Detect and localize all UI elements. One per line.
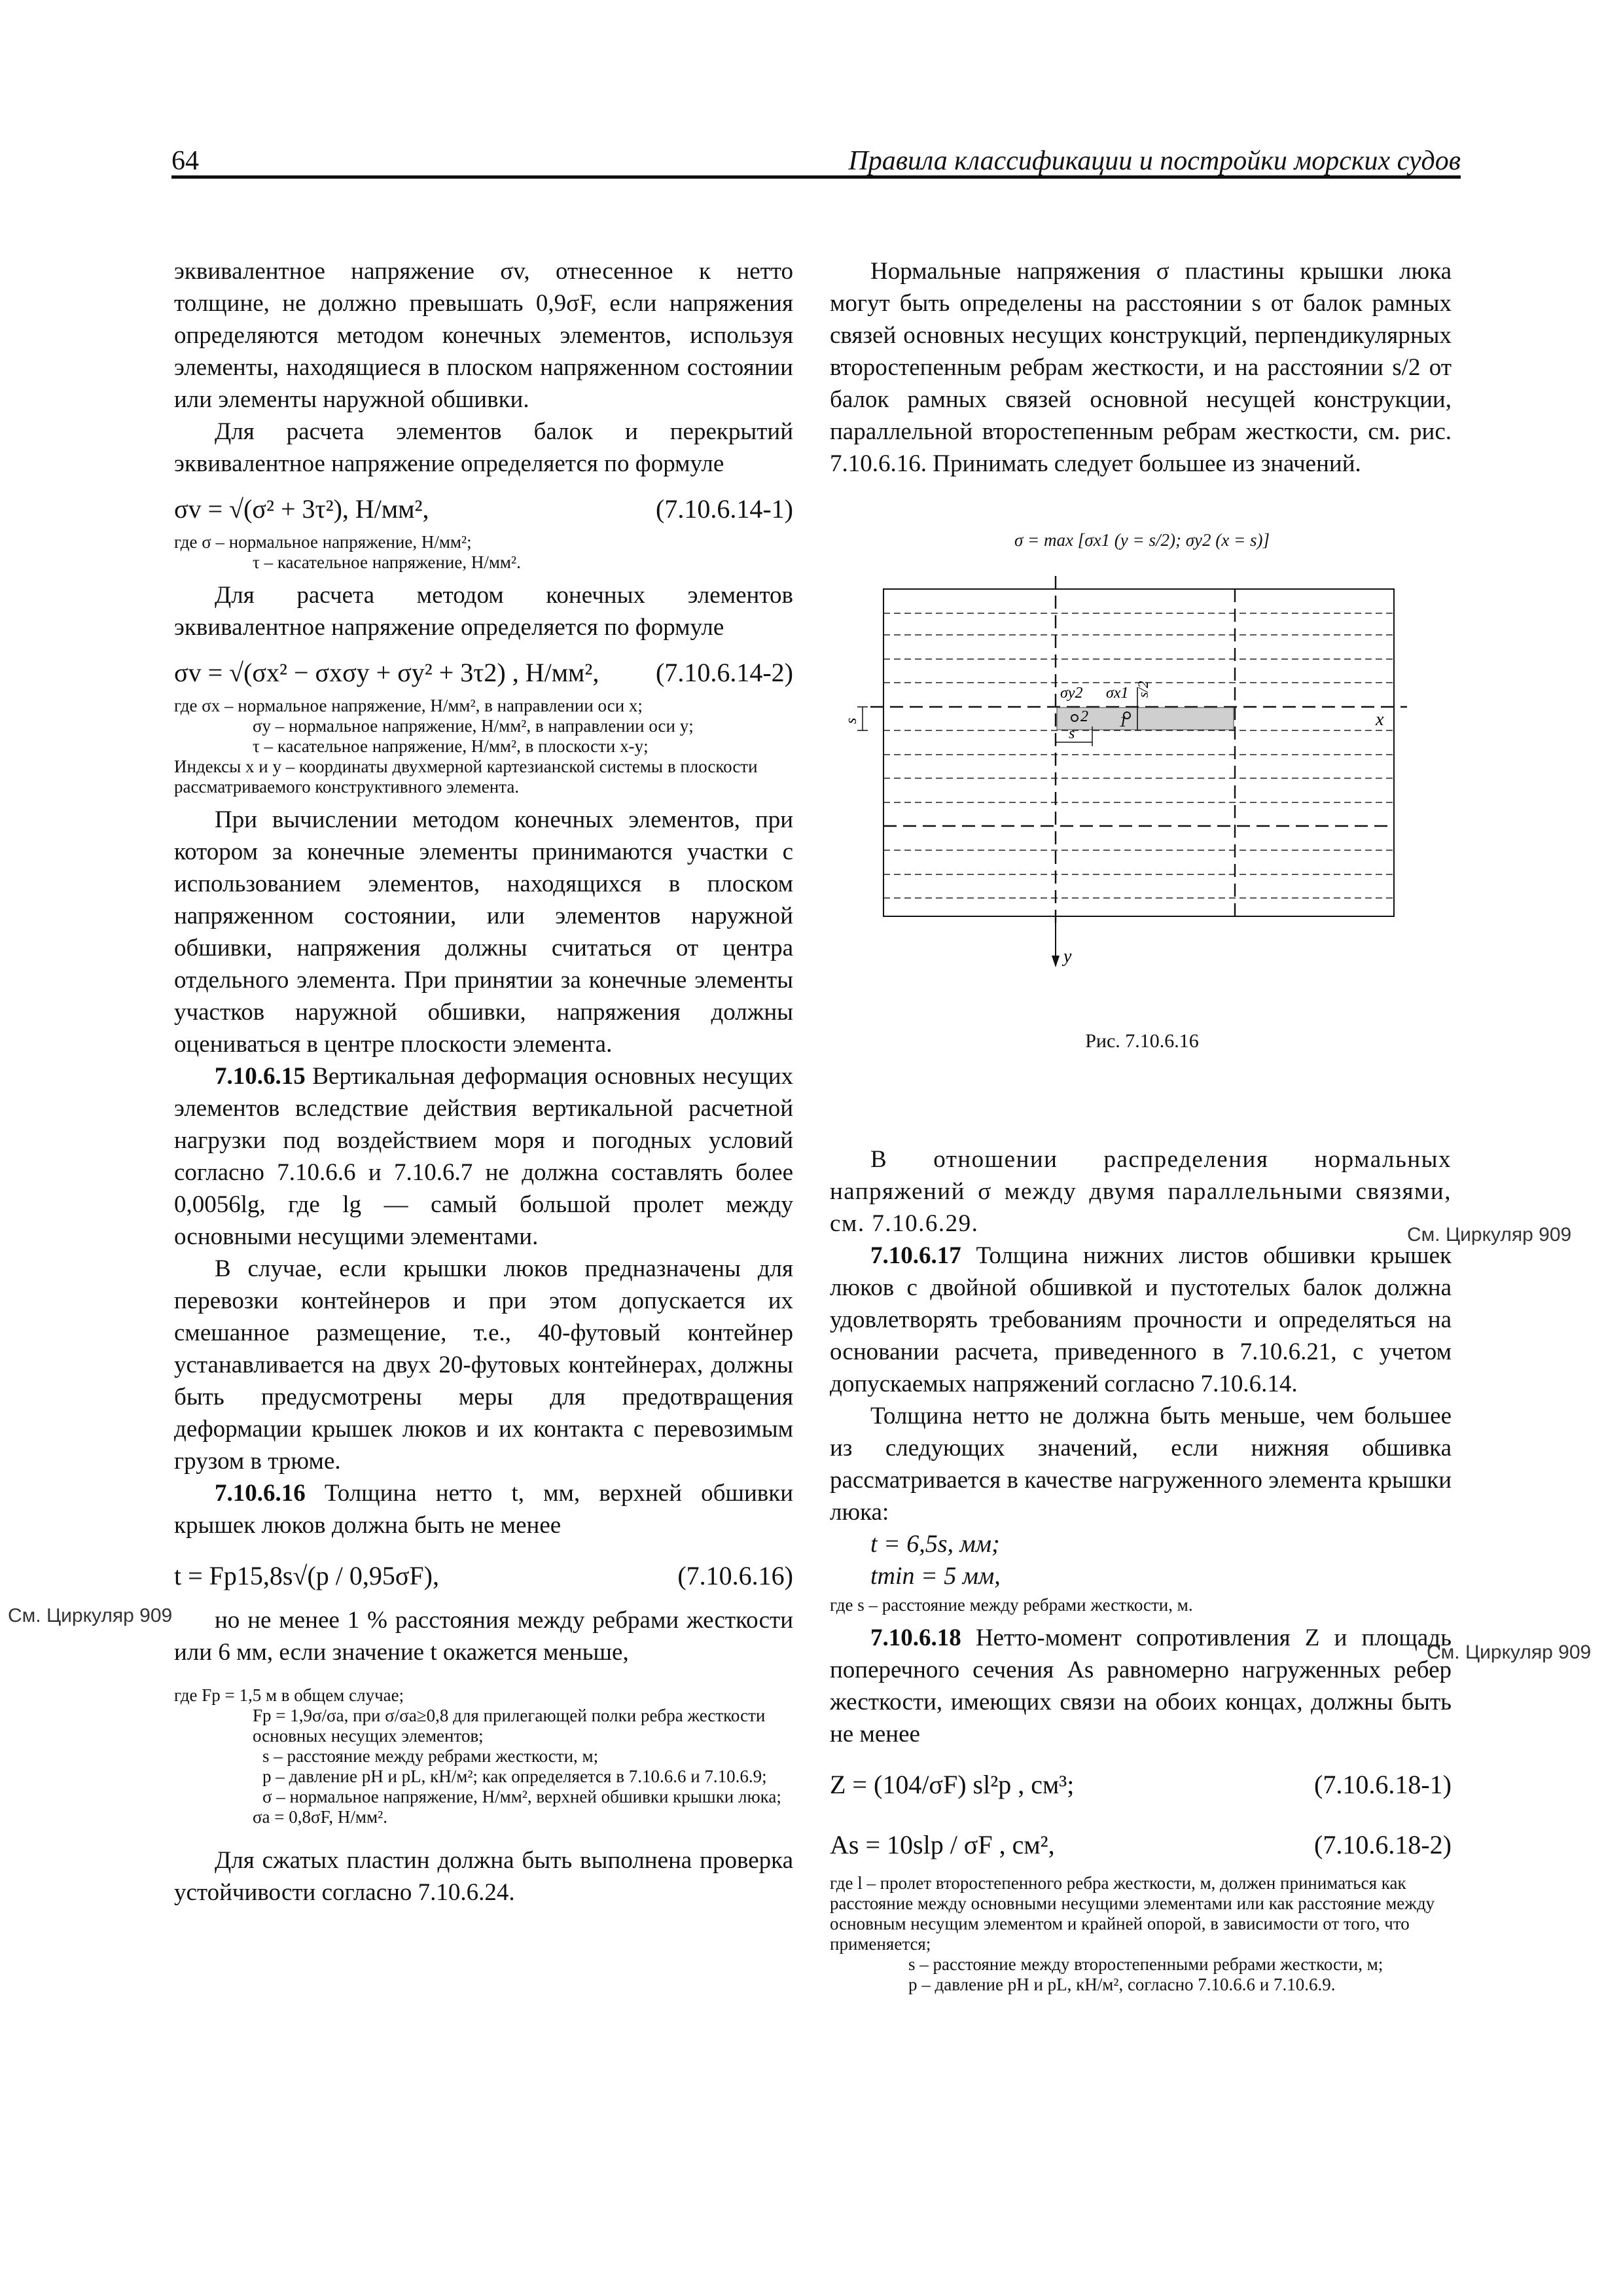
plate-diagram <box>831 530 1453 1028</box>
y-axis-label: y <box>1063 946 1072 967</box>
paragraph-7-10-6-18 <box>830 1622 1452 1750</box>
legend-item: τ – касательное напряжение, Н/мм², в плоскости x-y; <box>253 736 649 756</box>
clause-text: Вертикальная деформация основных несущих элементов вследствие действия вертикальной расчетной нагрузки под воздействием моря и погодных условий согласно 7.10.6.6 и 7.10.6.7 не должна составлять более 0,0056lg, где lg — самый большой пролет между основными несущими элементами. <box>174 1063 794 1250</box>
legend-item: Индексы x и y – координаты двухмерной картезианской системы в плоскости рассматриваемого конструктивного элемента. <box>174 757 758 797</box>
clause-text: Толщина нетто t, мм, верхней обшивки крышек люков должна быть не менее <box>174 1480 794 1539</box>
formula-number: (7.10.6.18-1) <box>1314 1770 1452 1799</box>
legend-item: где Fp = 1,5 м в общем случае; <box>174 1685 404 1705</box>
formula-number: (7.10.6.14-1) <box>656 494 793 524</box>
paragraph: Для расчета методом конечных элементов эквивалентное напряжение определяется по формуле <box>174 582 793 641</box>
s-half-label: s/2 <box>1135 681 1151 698</box>
formula-legend <box>830 1595 1452 1615</box>
formula-expression: σv = √(σx² − σxσy + σy² + 3τ2) , Н/мм², <box>174 658 599 687</box>
running-title: Правила классификации и постройки морских судов <box>848 146 1461 176</box>
paragraph: Для расчета элементов балок и перекрытий эквивалентное напряжение определяется по формуле <box>174 418 793 477</box>
paragraph: В случае, если крышки люков предназначены для перевозки контейнеров и при этом допускается их смешанное размещение, т.е., 40-футовый контейнер устанавливается на двух 20-футовых контейнерах, должны быть предусмотрены меры для предотвращения деформации крышек люков и их контакта с перевозимым грузом в трюме. <box>174 1255 793 1475</box>
right-column-top <box>830 255 1452 480</box>
formula-number: (7.10.6.18-2) <box>1314 1830 1452 1859</box>
legend-item: p – давление pH и pL, кН/м², согласно 7.10.6.6 и 7.10.6.9. <box>908 1975 1336 1994</box>
point-2-label: 2 <box>1080 708 1088 725</box>
paragraph: Нормальные напряжения σ пластины крышки люка могут быть определены на расстоянии s от балок рамных связей основных несущих конструкций, перпендикулярных второстепенным ребрам жесткости, и на расстоянии s/2 от балок рамных связей основной несущей конструкции, параллельной второстепенным ребрам жесткости, см. рис. 7.10.6.16. Принимать следует большее из значений. <box>830 258 1452 477</box>
paragraph-7-10-6-17 <box>830 1240 1452 1400</box>
paragraph-7-10-6-16 <box>174 1477 793 1541</box>
page-number: 64 <box>171 146 199 176</box>
figure-7-10-6-16 <box>831 530 1453 1067</box>
legend-item: σa = 0,8σF, Н/мм². <box>253 1807 387 1827</box>
secondary-stiffeners <box>883 613 1394 898</box>
figure-formula: σ = max [σx1 (y = s/2); σy2 (x = s)] <box>1014 530 1270 550</box>
legend-item: где l – пролет второстепенного ребра жесткости, м, должен приниматься как расстояние между основными несущими элементами или как расстояние между основным несущим элементом и крайней опорой, в зависимости от того, что применяется; <box>830 1873 1435 1954</box>
equation-line: t = 6,5s, мм; <box>870 1530 1000 1558</box>
legend-item: где σ – нормальное напряжение, Н/мм²; <box>174 532 472 552</box>
formula-expression: σv = √(σ² + 3τ²), Н/мм², <box>174 494 429 524</box>
clause-number: 7.10.6.18 <box>870 1624 961 1651</box>
right-column-bottom <box>830 1143 1452 2001</box>
formula-number: (7.10.6.16) <box>677 1561 793 1590</box>
legend-item: p – давление pH и pL, кН/м²; как определяется в 7.10.6.6 и 7.10.6.9; <box>262 1767 767 1786</box>
paragraph: но не менее 1 % расстояния между ребрами жесткости или 6 мм, если значение t окажется меньше, <box>174 1607 793 1666</box>
legend-item: τ – касательное напряжение, Н/мм². <box>253 552 521 572</box>
formula-7-10-6-14-2 <box>174 653 793 693</box>
formula-number: (7.10.6.14-2) <box>656 658 793 687</box>
legend-item: σ – нормальное напряжение, Н/мм², верхней обшивки крышки люка; <box>262 1787 781 1806</box>
equation-line: tmin = 5 мм, <box>870 1562 1001 1590</box>
legend-item: Fp = 1,9σ/σa, при σ/σa≥0,8 для прилегающей полки ребра жесткости основных несущих элементов; <box>253 1706 766 1746</box>
point-1-label: 1 <box>1119 713 1127 730</box>
s-horizontal-label: s <box>1069 725 1075 742</box>
formula-expression: Z = (104/σF) sl²p , см³; <box>830 1770 1075 1799</box>
clause-number: 7.10.6.17 <box>870 1242 961 1269</box>
margin-note: См. Циркуляр 909 <box>1407 1224 1572 1246</box>
paragraph: При вычислении методом конечных элементов, при котором за конечные элементы принимаются участки с использованием элементов, находящихся в плоском напряженном состоянии, или элементов наружной обшивки, напряжения должны считаться от центра отдельного элемента. При принятии за конечные элементы участков наружной обшивки, напряжения должны оцениваться в центре плоскости элемента. <box>174 806 793 1058</box>
formula-legend <box>830 1873 1452 1995</box>
plate-outline <box>883 589 1394 916</box>
legend-item: где σx – нормальное напряжение, Н/мм², в направлении оси x; <box>174 696 643 715</box>
left-column <box>174 255 793 1909</box>
paragraph-7-10-6-15 <box>174 1060 793 1253</box>
legend-item: s – расстояние между ребрами жесткости, м; <box>262 1746 599 1766</box>
formula-expression: t = Fp15,8s√(p / 0,95σF), <box>174 1561 439 1590</box>
legend-item: σy – нормальное напряжение, Н/мм², в направлении оси y; <box>253 716 694 736</box>
formula-7-10-6-18-2 <box>830 1820 1452 1871</box>
margin-note: См. Циркуляр 909 <box>8 1605 173 1626</box>
clause-number: 7.10.6.15 <box>215 1063 306 1090</box>
clause-number: 7.10.6.16 <box>215 1480 306 1507</box>
paragraph: Толщина нетто не должна быть меньше, чем большее из следующих значений, если нижняя обшивка рассматривается в качестве нагруженного элемента крышки люка: <box>830 1403 1452 1526</box>
primary-girders-vertical <box>1056 576 1235 923</box>
formula-7-10-6-16 <box>174 1551 793 1602</box>
formula-legend <box>174 532 793 573</box>
clause-text: Нетто-момент сопротивления Z и площадь поперечного сечения As равномерно нагруженных ребер жесткости, имеющих связи на обоих концах, должны быть не менее <box>830 1624 1452 1748</box>
clause-text: Толщина нижних листов обшивки крышек люков с двойной обшивкой и пустотелых балок должна удовлетворять требованиям прочности и определяться на основании расчета, приведенного в 7.10.6.21, с учетом допускаемых напряжений согласно 7.10.6.14. <box>830 1242 1452 1397</box>
margin-note: См. Циркуляр 909 <box>1427 1641 1592 1663</box>
formula-7-10-6-18-1 <box>830 1759 1452 1810</box>
formula-legend <box>174 1685 793 1827</box>
formula-7-10-6-14-1 <box>174 489 793 529</box>
figure-caption: Рис. 7.10.6.16 <box>1085 1030 1199 1052</box>
legend-item: где s – расстояние между ребрами жесткости, м. <box>830 1595 1193 1615</box>
x-axis-label: x <box>1376 709 1384 730</box>
sigma-x1-label: σx1 <box>1106 685 1129 702</box>
legend-item: s – расстояние между второстепенными ребрами жесткости, м; <box>908 1954 1383 1974</box>
formula-legend <box>174 696 793 797</box>
header-rule <box>171 175 1461 179</box>
paragraph: Для сжатых пластин должна быть выполнена проверка устойчивости согласно 7.10.6.24. <box>174 1847 793 1906</box>
paragraph: В отношении распределения нормальных напряжений σ между двумя параллельными связями, см. 7.10.6.29. <box>830 1146 1452 1237</box>
y-axis-arrow <box>1052 956 1060 967</box>
sigma-y2-label: σy2 <box>1060 685 1083 702</box>
paragraph: эквивалентное напряжение σv, отнесенное к нетто толщине, не должно превышать 0,9σF, если напряжения определяются методом конечных элементов, используя элементы, находящиеся в плоском напряженном состоянии или элементы наружной обшивки. <box>174 258 793 413</box>
formula-expression: As = 10slp / σF , см², <box>830 1830 1055 1859</box>
s-vertical-label: s <box>843 717 860 724</box>
